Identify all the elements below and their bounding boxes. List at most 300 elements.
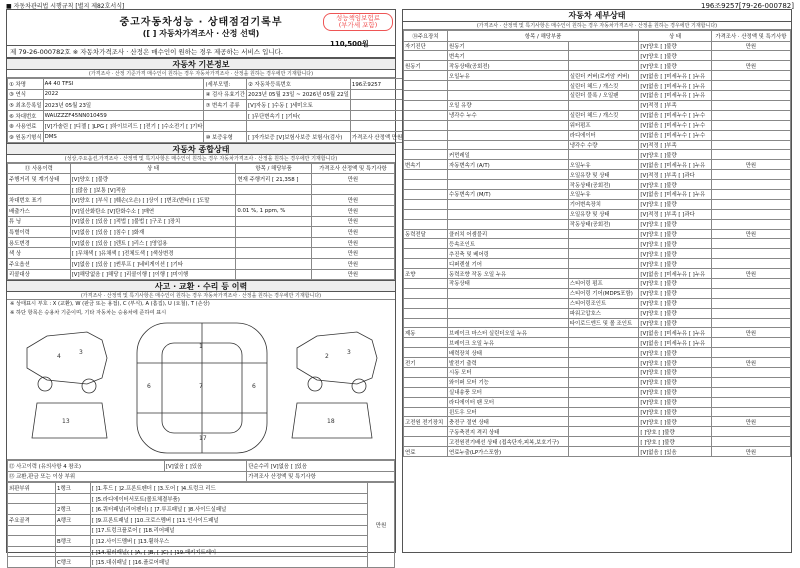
detail-cell: 연료 <box>404 447 448 457</box>
overall-cell <box>236 195 312 206</box>
overall-table <box>7 163 395 281</box>
detail-cell: [V]양호 [ ]불량 <box>639 348 711 358</box>
detail-cell: 원동기 <box>447 41 568 51</box>
accident-value: [V]없음 [ ]있음 <box>164 461 246 472</box>
column-header: 항목 / 해당부품 <box>447 31 638 42</box>
basic-cell: ⑩ 보증유형 <box>204 131 247 142</box>
parts-cell: [ ]1.후드 [ ]2.프론트펜더 [ ]3.도어 [ ]4.트렁크 리드 <box>90 483 367 494</box>
detail-cell <box>568 338 639 348</box>
detail-cell <box>568 427 639 437</box>
table-row <box>404 71 791 81</box>
basic-cell: 2023년 05월 23일 ~ 2026년 05월 22일 <box>246 89 350 100</box>
detail-cell: [V]양호 [ ]불량 <box>639 199 711 209</box>
detail-cell: 작동상태(공회전) <box>568 180 639 190</box>
table-row <box>8 216 395 227</box>
table-row <box>404 387 791 397</box>
detail-cell: [V]양호 [ ]불량 <box>639 288 711 298</box>
overall-cell: [ ]많음 [ ]보통 [V]적음 <box>70 184 236 195</box>
overall-cell: 현재 주행거리 [ 21,358 ] <box>236 174 312 185</box>
basic-cell: (세부모델: <box>204 79 247 90</box>
detail-value <box>711 91 790 101</box>
detail-cell <box>404 219 448 229</box>
detail-title: 자동차 세부상태 <box>403 10 791 22</box>
detail-cell: [V]없음 [ ]미세누유 [ ]누유 <box>639 71 711 81</box>
detail-cell: 오일유량 및 상태 <box>568 209 639 219</box>
detail-value <box>711 150 790 160</box>
detail-value <box>711 259 790 269</box>
table-row <box>404 278 791 288</box>
detail-cell <box>404 298 448 308</box>
table-row <box>8 195 395 206</box>
detail-cell: 브레이크 마스터 실린더오일 누유 <box>447 328 568 338</box>
table-row <box>404 318 791 328</box>
table-row <box>404 447 791 457</box>
detail-value <box>711 110 790 120</box>
overall-cell: 만원 <box>311 227 394 238</box>
column-header: 상 태 <box>639 31 711 42</box>
detail-cell <box>404 140 448 150</box>
detail-cell <box>404 91 448 101</box>
detail-cell <box>404 239 448 249</box>
detail-cell: 작동상태(공회전) <box>568 219 639 229</box>
detail-value: 만원 <box>711 41 790 51</box>
accident-history-table <box>7 460 395 482</box>
column-header: 상 태 <box>70 163 236 174</box>
svg-text:6: 6 <box>147 383 151 391</box>
insurance-price: 110,500원 <box>330 40 369 48</box>
detail-cell: 동력조향 작동 오일 누유 <box>447 269 568 279</box>
parts-cell: [ ]12.사이드멤버 [ ]13.휠하우스 <box>90 536 367 547</box>
detail-value <box>711 308 790 318</box>
table-row <box>8 205 395 216</box>
price-survey-selection: ([ ] 자동차가격조사 · 산정 선택) <box>142 29 260 38</box>
basic-cell: ⑥ 차대번호 <box>8 110 44 121</box>
column-header: 가격조사 · 산정액 및 특기사항 <box>711 31 790 42</box>
detail-cell: 고전원전기배선 상태 (접속단자,피복,보호기구) <box>447 437 568 447</box>
parts-cell <box>56 525 91 536</box>
car-outline-svg <box>7 318 395 458</box>
basic-cell <box>350 89 403 100</box>
table-row <box>404 120 791 130</box>
table-row <box>8 546 395 557</box>
detail-cell <box>568 348 639 358</box>
basic-cell: ① 차명 <box>8 79 44 90</box>
detail-cell <box>568 417 639 427</box>
detail-cell <box>404 199 448 209</box>
table-row <box>404 41 791 51</box>
detail-cell: [V]양호 [ ]불량 <box>639 308 711 318</box>
detail-cell <box>404 427 448 437</box>
basic-cell: ③ 연식 <box>8 89 44 100</box>
detail-cell <box>568 61 639 71</box>
detail-cell <box>568 51 639 61</box>
detail-cell <box>568 249 639 259</box>
detail-value <box>711 437 790 447</box>
basic-cell: ⑤ 최초등록일 <box>8 100 44 111</box>
detail-cell: 시동 모터 <box>447 367 568 377</box>
legend-note: ※ 하단 항목은 승용차 기준이며, 기타 자동차는 승용차에 준하여 표시 <box>10 310 167 317</box>
detail-value: 만원 <box>711 358 790 368</box>
table-row <box>8 483 395 494</box>
detail-cell: [V]양호 [ ]불량 <box>639 180 711 190</box>
detail-cell: 타이로드엔드 및 볼 조인트 <box>568 318 639 328</box>
parts-cell: 1랭크 <box>56 483 91 494</box>
parts-value: 만원 <box>367 483 394 568</box>
basic-cell: [V]가솔린 [ ]디젤 [ ]LPG [ ]하이브리드 [ ]전기 [ ]수소전기 [ ]기타 <box>43 121 204 132</box>
detail-cell <box>568 367 639 377</box>
overall-cell: 배출가스 <box>8 205 71 216</box>
overall-cell: 리콜대상 <box>8 269 71 280</box>
table-row <box>8 515 395 526</box>
parts-cell: A랭크 <box>56 515 91 526</box>
overall-cell <box>236 227 312 238</box>
table-row <box>404 328 791 338</box>
detail-value <box>711 397 790 407</box>
overall-cell <box>236 216 312 227</box>
parts-header-value: 가격조사 산정액 및 특기사항 <box>247 471 395 482</box>
table-row <box>8 110 404 121</box>
table-row <box>8 504 395 515</box>
detail-value <box>711 278 790 288</box>
basic-cell: ⑦ 변속기 종류 <box>204 100 247 111</box>
detail-cell: 커먼레일 <box>447 150 568 160</box>
detail-cell: 제동 <box>404 328 448 338</box>
detail-cell <box>404 130 448 140</box>
detail-cell: [V]없음 [ ]미세누유 [ ]누유 <box>639 160 711 170</box>
table-row <box>8 227 395 238</box>
svg-text:1: 1 <box>199 343 203 351</box>
overall-cell <box>236 248 312 259</box>
detail-value <box>711 367 790 377</box>
detail-cell: 추진축 및 베어링 <box>447 249 568 259</box>
overall-subtitle: (성상,주요옵션,가격조사 · 산정액 및 특기사항은 매수인이 원하는 경우 자동차가격조사 · 산정을 원하는 경우에만 기재합니다) <box>7 155 395 163</box>
detail-cell <box>447 209 568 219</box>
detail-cell <box>568 387 639 397</box>
overall-cell: 만원 <box>311 248 394 259</box>
detail-cell: 스티어링 기어(MDPS포함) <box>568 288 639 298</box>
insurance-notice: 성능책임보험료 (부가세 포함) <box>323 13 393 31</box>
detail-cell: 구동축전지 격리 상태 <box>447 427 568 437</box>
detail-cell: [V]양호 [ ]불량 <box>639 41 711 51</box>
basic-cell <box>204 121 247 132</box>
detail-cell: [V]양호 [ ]불량 <box>639 298 711 308</box>
car-diagram <box>7 300 395 460</box>
detail-cell: [V]양호 [ ]불량 <box>639 249 711 259</box>
detail-cell <box>568 407 639 417</box>
detail-cell: [V]없음 [ ]미세누수 [ ]누수 <box>639 130 711 140</box>
detail-table <box>403 30 791 457</box>
table-row <box>404 239 791 249</box>
detail-value <box>711 338 790 348</box>
detail-cell: [V]양호 [ ]불량 <box>639 318 711 328</box>
table-row <box>404 338 791 348</box>
detail-cell: [V]없음 [ ]있음 <box>639 447 711 457</box>
table-row <box>404 180 791 190</box>
detail-cell: 오일누유 <box>568 160 639 170</box>
overall-cell: [V]없음 [ ]있음 [ ]적법 [ ]불법 [ ]구조 [ ]장치 <box>70 216 236 227</box>
detail-cell: [V]양호 [ ]불량 <box>639 407 711 417</box>
detail-cell <box>404 100 448 110</box>
basic-cell: 가격조사 산정액 만원 <box>350 131 403 142</box>
detail-value <box>711 189 790 199</box>
detail-value <box>711 51 790 61</box>
detail-value: 만원 <box>711 160 790 170</box>
table-row <box>404 170 791 180</box>
table-row <box>404 229 791 239</box>
column-header: 가격조사 산정액 및 특기사항 <box>311 163 394 174</box>
table-row <box>8 237 395 248</box>
table-row <box>404 407 791 417</box>
detail-cell: [V]없음 [ ]미세누수 [ ]누수 <box>639 120 711 130</box>
detail-cell <box>447 199 568 209</box>
overall-cell: 만원 <box>311 237 394 248</box>
parts-cell: [ ]5.라디에이터서포트(볼트체결부품) <box>90 493 367 504</box>
table-row <box>404 100 791 110</box>
table-row <box>8 174 395 185</box>
detail-cell <box>568 269 639 279</box>
detail-cell: 실린더 헤드 / 개스킷 <box>568 110 639 120</box>
detail-value: 만원 <box>711 447 790 457</box>
detail-cell: [V]양호 [ ]불량 <box>639 61 711 71</box>
detail-cell: [V]없음 [ ]미세누유 [ ]누유 <box>639 189 711 199</box>
basic-cell: ⑨ 원동기형식 <box>8 131 44 142</box>
detail-subtitle: (가격조사 · 산정액 및 특기사항은 매수인이 원하는 경우 자동차가격조사 · 산정을 원하는 경우에만 기재합니다) <box>403 22 791 30</box>
detail-cell: 냉각수 수량 <box>568 140 639 150</box>
parts-cell <box>8 546 56 557</box>
detail-cell: [V]양호 [ ]불량 <box>639 229 711 239</box>
parts-cell <box>8 557 56 568</box>
column-header: ⑭주요장치 <box>404 31 448 42</box>
svg-text:6: 6 <box>252 383 256 391</box>
overall-title: 자동차 종합상태 <box>7 143 395 155</box>
table-row <box>8 525 395 536</box>
detail-value <box>711 170 790 180</box>
detail-value <box>711 140 790 150</box>
detail-cell <box>447 140 568 150</box>
detail-cell: 전기 <box>404 358 448 368</box>
overall-cell: 만원 <box>311 216 394 227</box>
parts-cell <box>56 493 91 504</box>
detail-cell: 라디에이터 <box>568 130 639 140</box>
detail-cell <box>404 209 448 219</box>
detail-cell: 워터펌프 <box>568 120 639 130</box>
detail-cell <box>404 249 448 259</box>
basic-cell: 196조9257 <box>350 79 403 90</box>
overall-cell: 색 상 <box>8 248 71 259</box>
overall-cell: 차대번호 표기 <box>8 195 71 206</box>
detail-cell <box>568 150 639 160</box>
detail-cell: [V]적정 [ ]부족 [ ]과다 <box>639 209 711 219</box>
overall-cell <box>236 269 312 280</box>
detail-cell: [V]없음 [ ]미세누유 [ ]누유 <box>639 91 711 101</box>
document-number: 196조9257[79-26-000782] <box>701 2 794 10</box>
basic-cell: ⑧ 사용연료 <box>8 121 44 132</box>
table-row <box>404 130 791 140</box>
wheel-icon <box>352 379 366 393</box>
overall-cell <box>311 184 394 195</box>
overall-cell: 만원 <box>311 174 394 185</box>
overall-cell: 만원 <box>311 269 394 280</box>
detail-value <box>711 407 790 417</box>
detail-cell: 오일 유량 <box>447 100 568 110</box>
basic-cell <box>350 110 403 121</box>
table-row <box>404 417 791 427</box>
detail-cell: 실린더 커버(로커암 커버) <box>568 71 639 81</box>
detail-cell <box>447 120 568 130</box>
svg-text:7: 7 <box>199 383 203 391</box>
overall-cell: 주행거리 및 계기상태 <box>8 174 71 185</box>
detail-cell: 기어변속장치 <box>568 199 639 209</box>
detail-cell <box>447 170 568 180</box>
detail-cell <box>447 298 568 308</box>
overall-cell: [V]해당없음 [ ]해당 [ ]리콜이행 [ ]이행 [ ]미이행 <box>70 269 236 280</box>
detail-cell <box>404 437 448 447</box>
overall-cell: 주요옵션 <box>8 258 71 269</box>
record-number: 제 79-26-000782호 ※ 자동차가격조사 · 산정은 매수인이 원하는 경우 제공하는 서비스 입니다. <box>7 45 395 58</box>
detail-cell <box>404 71 448 81</box>
overall-cell: [V]양호 [ ]부식 [ ]훼손(오손) [ ]상이 [ ]변조(변타) [ ]도말 <box>70 195 236 206</box>
table-row <box>404 61 791 71</box>
table-row <box>8 258 395 269</box>
basic-cell: [V]자동 [ ]수동 [ ]세미오토 <box>246 100 350 111</box>
detail-cell <box>568 328 639 338</box>
detail-cell: 오일누유 <box>568 189 639 199</box>
basic-cell: 2022 <box>43 89 204 100</box>
detail-cell <box>404 120 448 130</box>
overall-cell: 용도변경 <box>8 237 71 248</box>
overall-cell <box>8 184 71 195</box>
basic-cell: 2023년 05월 23일 <box>43 100 204 111</box>
detail-value: 만원 <box>711 229 790 239</box>
parts-cell <box>56 546 91 557</box>
parts-cell <box>8 536 56 547</box>
detail-cell <box>404 170 448 180</box>
detail-cell: 등속조인트 <box>447 239 568 249</box>
table-row <box>404 249 791 259</box>
overall-cell <box>236 237 312 248</box>
detail-cell <box>404 397 448 407</box>
svg-text:3: 3 <box>79 349 83 357</box>
detail-cell: [V]양호 [ ]불량 <box>639 259 711 269</box>
table-row <box>8 184 395 195</box>
detail-cell: 동력전달 <box>404 229 448 239</box>
detail-cell <box>404 367 448 377</box>
detail-cell <box>568 259 639 269</box>
overall-cell: 특별이력 <box>8 227 71 238</box>
detail-value: 만원 <box>711 328 790 338</box>
car-front-side-right <box>297 332 377 384</box>
detail-value <box>711 288 790 298</box>
detail-value <box>711 239 790 249</box>
detail-cell: [V]양호 [ ]불량 <box>639 150 711 160</box>
detail-cell <box>568 100 639 110</box>
car-front-side-left <box>27 332 107 384</box>
svg-text:18: 18 <box>327 418 335 426</box>
detail-value <box>711 427 790 437</box>
detail-cell: [V]적정 [ ]부족 <box>639 140 711 150</box>
detail-cell <box>568 377 639 387</box>
table-row <box>404 348 791 358</box>
parts-cell: 외판부위 <box>8 483 56 494</box>
simple-repair-value: 단순수리 [V]없음 [ ]있음 <box>247 461 395 472</box>
detail-cell: [V]양호 [ ]불량 <box>639 367 711 377</box>
detail-value <box>711 81 790 91</box>
detail-cell: [V]없음 [ ]미세누유 [ ]누유 <box>639 328 711 338</box>
form-reference: ■ 자동차관리법 시행규칙 [별지 제82호서식] <box>6 3 125 10</box>
detail-cell: [V]양호 [ ]불량 <box>639 358 711 368</box>
table-row <box>8 131 404 142</box>
detail-cell <box>568 229 639 239</box>
basic-cell <box>204 110 247 121</box>
svg-text:17: 17 <box>199 435 207 443</box>
legend-symbols: ※ 상태표시 부호 : X (교환), W (판금 또는 용접), C (부식), A (흠집), U (요철), T (손상) <box>10 301 210 308</box>
parts-header-label: ⑬ 교환,판금 또는 이상 부위 <box>8 471 247 482</box>
detail-cell: 변속기 <box>447 51 568 61</box>
table-row <box>8 493 395 504</box>
basic-cell: [ ]무단변속기 [ ]기타( <box>246 110 350 121</box>
basic-cell <box>350 100 403 111</box>
detail-cell <box>404 180 448 190</box>
table-row <box>404 259 791 269</box>
parts-cell <box>8 493 56 504</box>
detail-cell <box>404 348 448 358</box>
table-row <box>404 140 791 150</box>
detail-cell <box>404 407 448 417</box>
detail-cell <box>447 91 568 101</box>
detail-cell: 윈도우 모터 <box>447 407 568 417</box>
detail-cell: 연료누출(LP가스포함) <box>447 447 568 457</box>
overall-cell: 만원 <box>311 205 394 216</box>
detail-cell: 냉각수 누수 <box>447 110 568 120</box>
detail-cell <box>568 41 639 51</box>
detail-cell: 파워고압호스 <box>568 308 639 318</box>
table-row <box>8 89 404 100</box>
parts-table <box>7 482 395 568</box>
table-row <box>8 536 395 547</box>
detail-value <box>711 71 790 81</box>
detail-cell: [V]적정 [ ]부족 [ ]과다 <box>639 170 711 180</box>
detail-cell: 변속기 <box>404 160 448 170</box>
table-row <box>8 100 404 111</box>
table-row <box>404 160 791 170</box>
detail-cell: [V]양호 [ ]불량 <box>639 51 711 61</box>
detail-cell: 스티어링조인트 <box>568 298 639 308</box>
detail-cell: 조향 <box>404 269 448 279</box>
svg-text:2: 2 <box>325 353 329 361</box>
detail-cell: [V]없음 [ ]미세누유 [ ]누유 <box>639 269 711 279</box>
detail-cell <box>404 288 448 298</box>
detail-cell: [V]양호 [ ]불량 <box>639 417 711 427</box>
overall-cell: 튜 닝 <box>8 216 71 227</box>
detail-cell <box>447 130 568 140</box>
accident-label: ⑫ 사고이력 (유의사항 4 참조) <box>8 461 165 472</box>
basic-cell <box>246 121 350 132</box>
detail-value <box>711 100 790 110</box>
basic-cell: WAUZZZF45NN010459 <box>43 110 204 121</box>
detail-value <box>711 130 790 140</box>
table-row <box>404 91 791 101</box>
detail-cell: 고전원 전기장치 <box>404 417 448 427</box>
basic-cell: [ ]자가보증 [V]보험사보증 보험사(검사) <box>246 131 350 142</box>
detail-cell <box>404 278 448 288</box>
table-row <box>404 288 791 298</box>
table-row <box>404 209 791 219</box>
detail-cell: [V]적정 [ ]부족 <box>639 100 711 110</box>
table-row <box>404 269 791 279</box>
detail-cell <box>404 259 448 269</box>
detail-cell: 디퍼렌셜 기어 <box>447 259 568 269</box>
overall-cell: 0.01 %, 1 ppm, % <box>236 205 312 216</box>
